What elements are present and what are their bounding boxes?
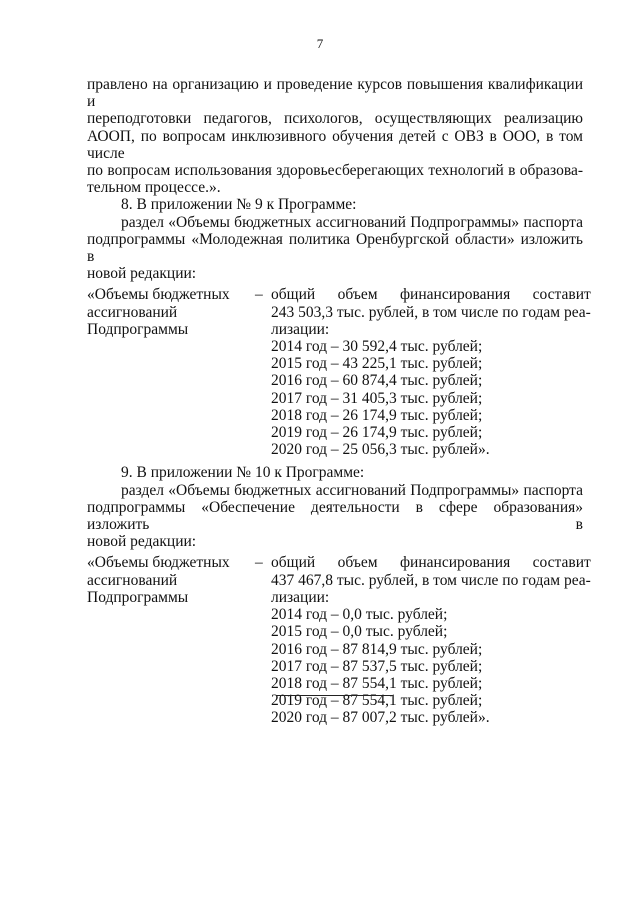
budget-first-line [271, 554, 591, 571]
budget-year-line: 2015 год – 43 225,1 тыс. рублей; [271, 355, 483, 373]
budget-year-line: 2020 год – 87 007,2 тыс. рублей». [271, 709, 490, 727]
budget-year-line: 2017 год – 31 405,3 тыс. рублей; [271, 389, 483, 407]
section-heading: 8. В приложении № 9 к Программе: [121, 196, 357, 214]
intro-line: переподготовки педагогов, психологов, осуществляющих реализацию [87, 110, 583, 128]
budget-first-line [271, 286, 591, 303]
instruction-line: подпрограммы «Молодежная политика Оренбургской области» изложить в [87, 230, 583, 266]
budget-year-line: 2016 год – 60 874,4 тыс. рублей; [271, 372, 483, 390]
budget-label [87, 286, 255, 458]
budget-block [87, 286, 591, 459]
budget-label [87, 554, 255, 726]
budget-year-line: 2019 год – 87 554,1 тыс. рублей; [271, 692, 483, 710]
budget-line: лизации: [271, 588, 330, 606]
budget-year-line: 2018 год – 87 554,1 тыс. рублей; [271, 674, 483, 692]
label-line: ассигнований [87, 303, 178, 321]
word: объем [337, 554, 378, 572]
budget-year-line: 2016 год – 87 814,9 тыс. рублей; [271, 640, 483, 658]
instruction-line: раздел «Объемы бюджетных ассигнований Подпрограммы» паспорта [121, 481, 583, 499]
intro-line-last: тельном процессе.». [87, 179, 221, 197]
budget-year-line: 2020 год – 25 056,3 тыс. рублей». [271, 441, 490, 459]
label-line: Подпрограммы [87, 588, 189, 606]
word: финансирования [400, 286, 511, 304]
label-line: ассигнований [87, 571, 178, 589]
word: составит [532, 286, 591, 304]
budget-year-line: 2017 год – 87 537,5 тыс. рублей; [271, 657, 483, 675]
budget-values [271, 286, 591, 458]
instruction-line: раздел «Объемы бюджетных ассигнований Подпрограммы» паспорта [121, 213, 583, 231]
closing-divider [276, 695, 392, 696]
instruction-line-last: новой редакции: [87, 533, 197, 551]
document-body [87, 76, 591, 727]
word: финансирования [400, 554, 511, 572]
instruction-line-last: новой редакции: [87, 265, 197, 283]
budget-line: лизации: [271, 320, 330, 338]
dash: – [255, 554, 263, 572]
label-line: Подпрограммы [87, 320, 189, 338]
instruction-paragraph [87, 482, 583, 551]
budget-year-line: 2014 год – 30 592,4 тыс. рублей; [271, 338, 483, 356]
budget-year-line: 2015 год – 0,0 тыс. рублей; [271, 623, 448, 641]
intro-line: правлено на организацию и проведение курсов повышения квалификации и [87, 76, 583, 111]
budget-block [87, 554, 591, 727]
budget-year-line: 2019 год – 26 174,9 тыс. рублей; [271, 424, 483, 442]
budget-year-line: 2018 год – 26 174,9 тыс. рублей; [271, 406, 483, 424]
word: общий [271, 286, 316, 304]
word: общий [271, 554, 316, 572]
instruction-line: подпрограммы «Обеспечение деятельности в сфере образования» изложить в [87, 498, 583, 534]
label-line: «Объемы бюджетных [87, 286, 230, 304]
word: объем [337, 286, 378, 304]
word: составит [532, 554, 591, 572]
intro-paragraph [87, 76, 583, 196]
dash: – [255, 286, 263, 304]
budget-values [271, 554, 591, 726]
intro-line: АООП, по вопросам инклюзивного обучения детей с ОВЗ в ООО, в том числе [87, 127, 583, 162]
instruction-paragraph [87, 214, 583, 283]
budget-year-line: 2014 год – 0,0 тыс. рублей; [271, 606, 448, 624]
budget-line: 243 503,3 тыс. рублей, в том числе по годам реа- [271, 303, 591, 321]
label-line: «Объемы бюджетных [87, 554, 230, 572]
page-number: 7 [316, 36, 324, 51]
budget-line: 437 467,8 тыс. рублей, в том числе по годам реа- [271, 571, 591, 589]
section-heading: 9. В приложении № 10 к Программе: [121, 464, 365, 482]
intro-line: по вопросам использования здоровьесберегающих технологий в образова- [87, 162, 583, 180]
